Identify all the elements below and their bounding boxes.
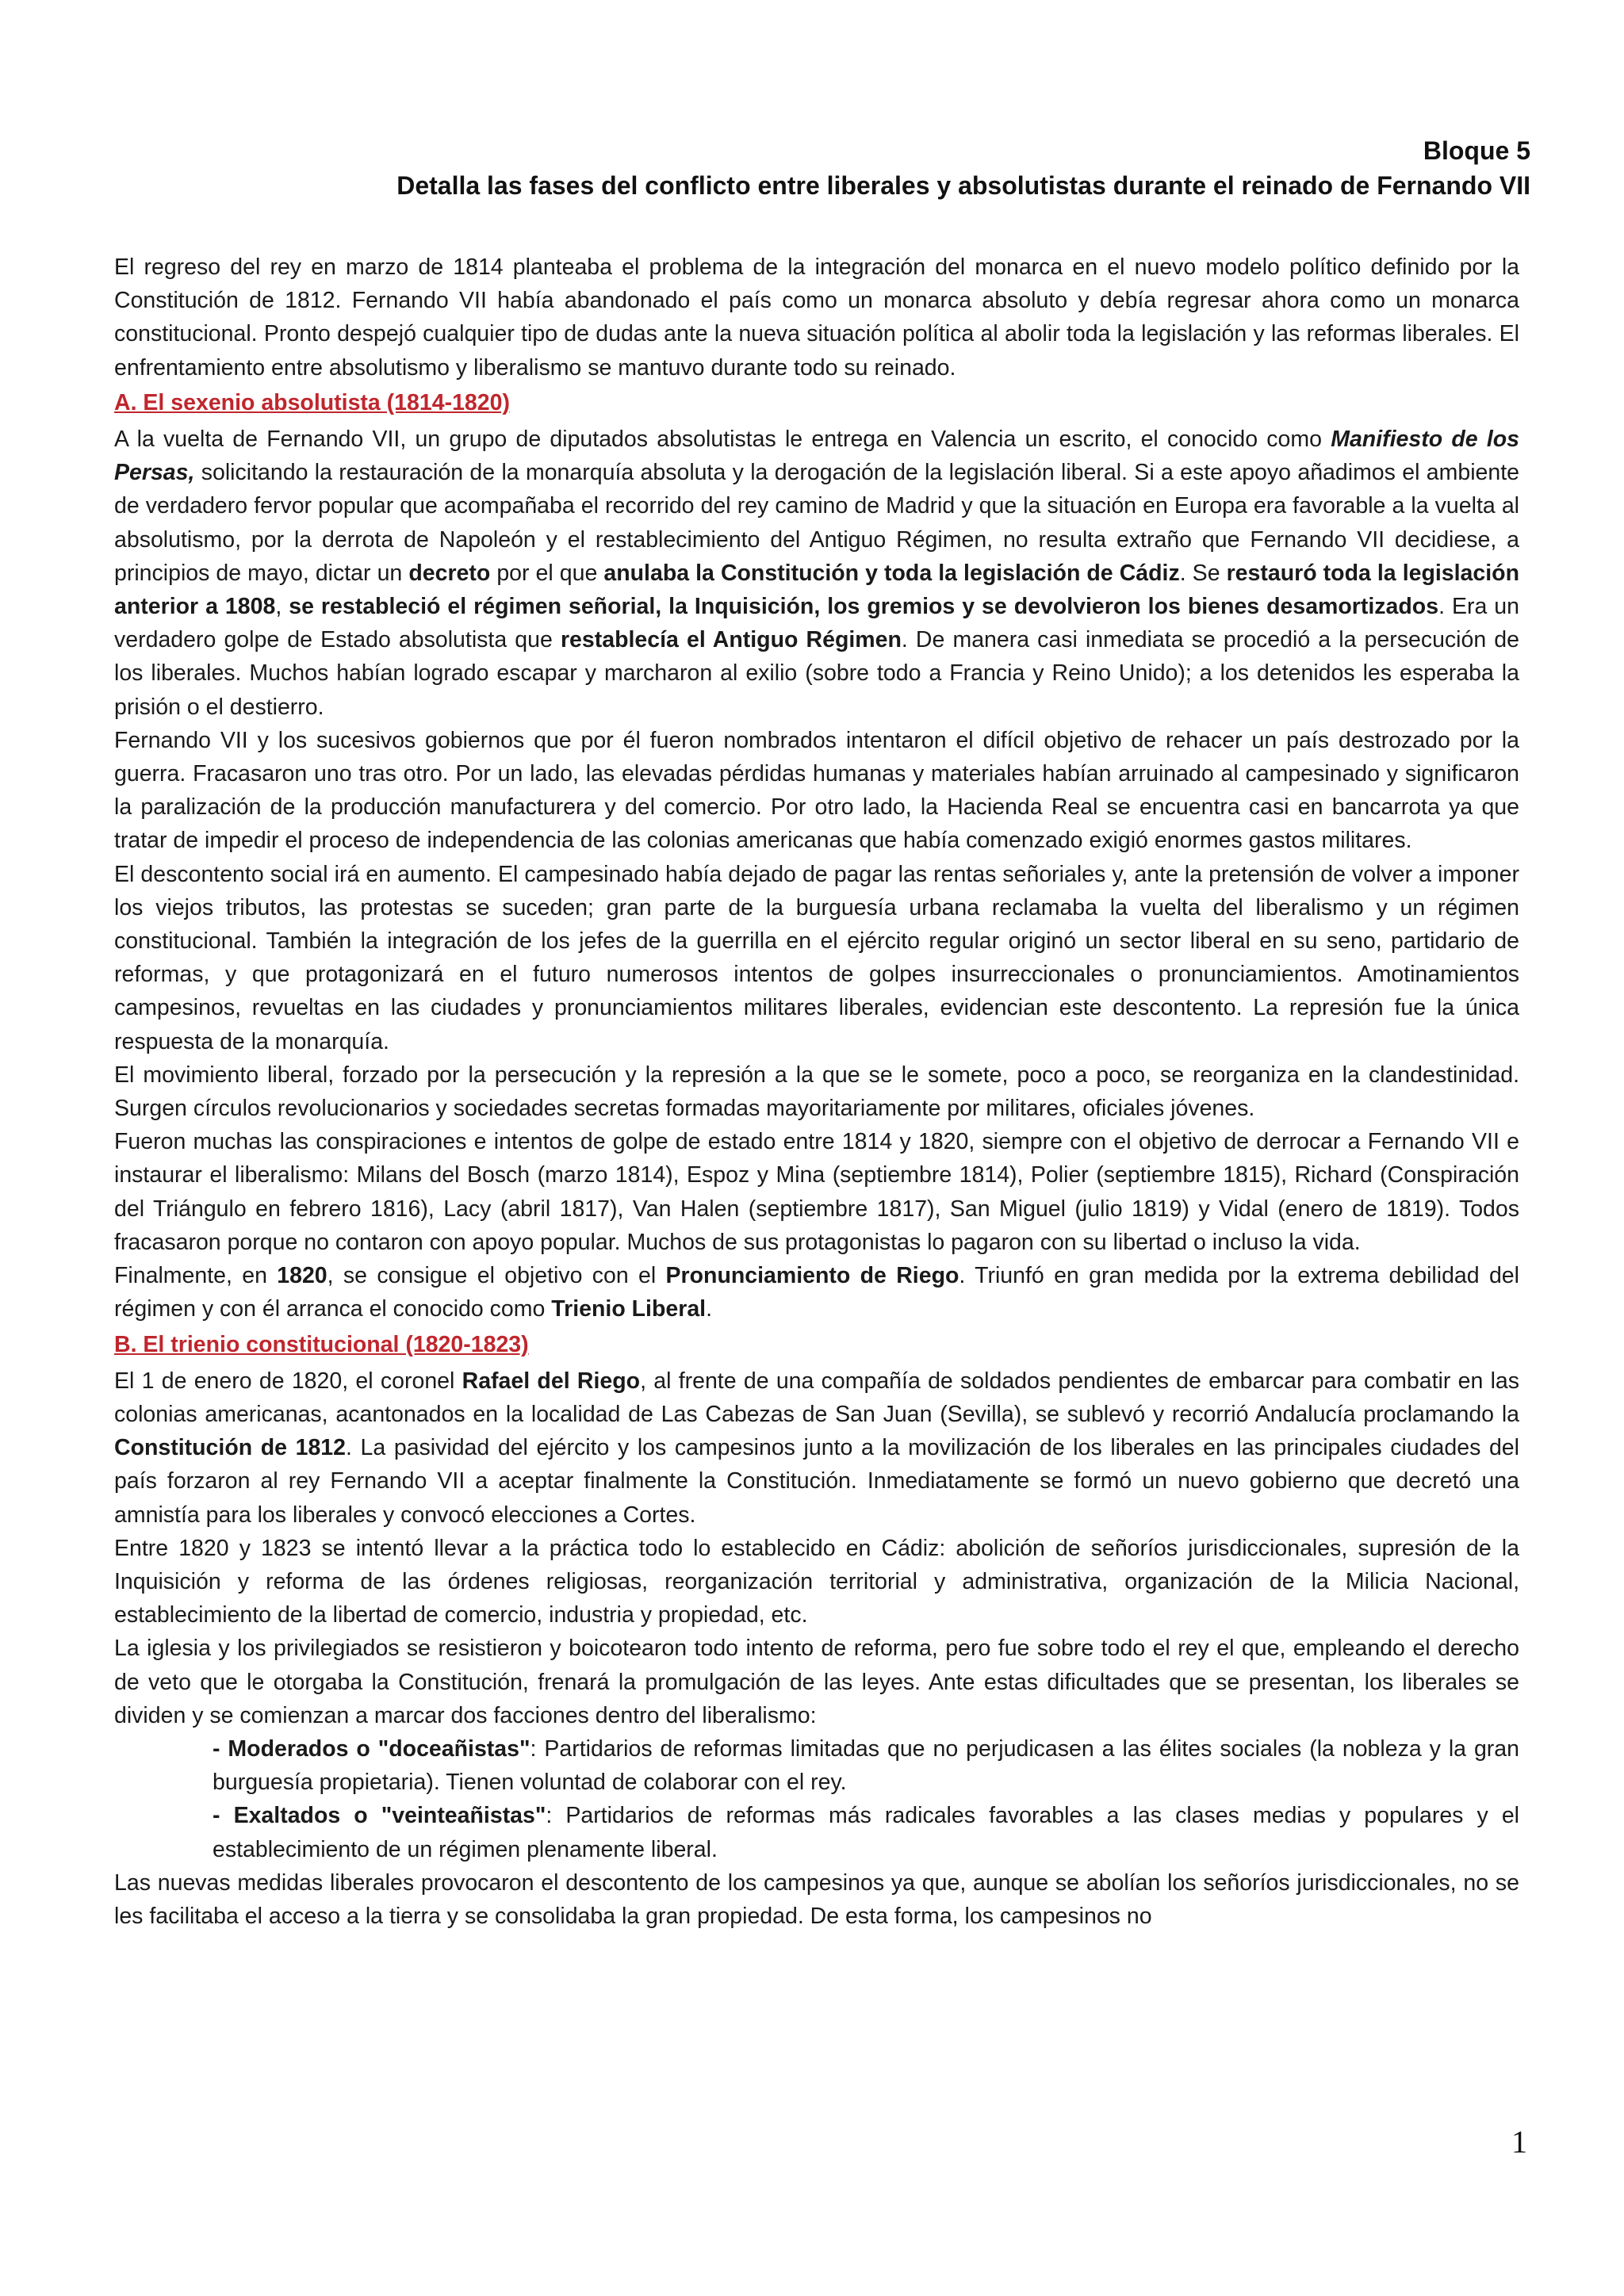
question-title: Detalla las fases del conflicto entre liberales y absolutistas durante el reinado de Fernando VII	[396, 171, 1530, 200]
document-header	[396, 133, 1530, 203]
section-b-paragraph-4: Las nuevas medidas liberales provocaron el descontento de los campesinos ya que, aunque se abolían los señoríos jurisdiccionales, no se les facilitaba el acceso a la tierra y se consolidaba la gran propiedad. De esta forma, los campesinos no	[114, 1869, 1519, 1929]
section-a-paragraph-4: El movimiento liberal, forzado por la persecución y la represión a la que se le somete, poco a poco, se reorganiza en la clandestinidad. Surgen círculos revolucionarios y sociedades secretas formadas mayoritariamente por militares, oficiales jóvenes.	[114, 1062, 1519, 1122]
section-a-heading: A. El sexenio absolutista (1814-1820)	[114, 389, 510, 415]
section-a-paragraph-1: A la vuelta de Fernando VII, un grupo de diputados absolutistas le entrega en Valencia un escrito, el conocido como Manifiesto de los Persas, solicitando la restauración de la monarquía absoluta y la derogación de la legislación liberal. Si a este apoyo añadimos el ambiente de verdadero fervor popular que acompañaba el recorrido del rey camino de Madrid y que la situación en Europa era favorable a la vuelta al absolutismo, por la derrota de Napoleón y el restablecimiento del Antiguo Régimen, no resulta extraño que Fernando VII decidiese, a principios de mayo, dictar un decreto por el que anulaba la Constitución y toda la legislación de Cádiz. Se restauró toda la legislación anterior a 1808, se restableció el régimen señorial, la Inquisición, los gremios y se devolvieron los bienes desamortizados. Era un verdadero golpe de Estado absolutista que restablecía el Antiguo Régimen. De manera casi inmediata se procedió a la persecución de los liberales. Muchos habían logrado escapar y marcharon al exilio (sobre todo a Francia y Reino Unido); a los detenidos les esperaba la prisión o el destierro.	[114, 427, 1520, 720]
block-title: Bloque 5	[1423, 136, 1530, 165]
document-body	[114, 251, 1519, 1933]
page-number: 1	[1511, 2124, 1527, 2160]
section-a-paragraph-5: Fueron muchas las conspiraciones e intentos de golpe de estado entre 1814 y 1820, siempre con el objetivo de derrocar a Fernando VII e instaurar el liberalismo: Milans del Bosch (marzo 1814), Espoz y Mina (septiembre 1814), Polier (septiembre 1815), Richard (Conspiración del Triángulo en febrero 1816), Lacy (abril 1817), Van Halen (septiembre 1817), San Miguel (julio 1819) y Vidal (enero de 1819). Todos fracasaron porque no contaron con apoyo popular. Muchos de sus protagonistas lo pagaron con su libertad o incluso la vida.	[114, 1129, 1519, 1255]
faction-moderados: - Moderados o "doceañistas": Partidarios de reformas limitadas que no perjudicasen a las élites sociales (la nobleza y la gran burguesía propietaria). Tienen voluntad de colaborar con el rey.	[213, 1735, 1519, 1796]
faction-exaltados: - Exaltados o "veinteañistas": Partidarios de reformas más radicales favorables a las clases medias y populares y el establecimiento de un régimen plenamente liberal.	[213, 1803, 1520, 1862]
section-b-paragraph-3: La iglesia y los privilegiados se resistieron y boicotearon todo intento de reforma, pero fue sobre todo el rey el que, empleando el derecho de veto que le otorgaba la Constitución, frenará la promulgación de las leyes. Ante estas dificultades que se presentan, los liberales se dividen y se comienzan a marcar dos facciones dentro del liberalismo:	[114, 1636, 1519, 1728]
section-b-heading: B. El trienio constitucional (1820-1823)	[114, 1331, 529, 1357]
section-a-paragraph-2: Fernando VII y los sucesivos gobiernos que por él fueron nombrados intentaron el difícil objetivo de rehacer un país destrozado por la guerra. Fracasaron uno tras otro. Por un lado, las elevadas pérdidas humanas y materiales habían arruinado al campesinado y significaron la paralización de la producción manufacturera y del comercio. Por otro lado, la Hacienda Real se encuentra casi en bancarrota ya que tratar de impedir el proceso de independencia de las colonias americanas que había comenzado exigió enormes gastos militares.	[114, 727, 1519, 854]
section-b-paragraph-1: El 1 de enero de 1820, el coronel Rafael del Riego, al frente de una compañía de soldados pendientes de embarcar para combatir en las colonias americanas, acantonados en la localidad de Las Cabezas de San Juan (Sevilla), se sublevó y recorrió Andalucía proclamando la Constitución de 1812. La pasividad del ejército y los campesinos junto a la movilización de los liberales en las principales ciudades del país forzaron al rey Fernando VII a aceptar finalmente la Constitución. Inmediatamente se formó un nuevo gobierno que decretó una amnistía para los liberales y convocó elecciones a Cortes.	[114, 1368, 1519, 1528]
intro-paragraph: El regreso del rey en marzo de 1814 planteaba el problema de la integración del monarca en el nuevo modelo político definido por la Constitución de 1812. Fernando VII había abandonado el país como un monarca absoluto y debía regresar ahora como un monarca constitucional. Pronto despejó cualquier tipo de dudas ante la nueva situación política al abolir toda la legislación y las reformas liberales. El enfrentamiento entre absolutismo y liberalismo se mantuvo durante todo su reinado.	[114, 254, 1519, 381]
section-a-paragraph-3: El descontento social irá en aumento. El campesinado había dejado de pagar las rentas señoriales y, ante la pretensión de volver a imponer los viejos tributos, las protestas se suceden; gran parte de la burguesía urbana reclamaba la vuelta del liberalismo y un régimen constitucional. También la integración de los jefes de la guerrilla en el ejército regular originó un sector liberal en su seno, partidario de reformas, y que protagonizará en el futuro numerosos intentos de golpes insurreccionales o pronunciamientos. Amotinamientos campesinos, revueltas en las ciudades y pronunciamientos militares liberales, evidencian este descontento. La represión fue la única respuesta de la monarquía.	[114, 861, 1519, 1054]
section-a-paragraph-6: Finalmente, en 1820, se consigue el objetivo con el Pronunciamiento de Riego. Triunfó en gran medida por la extrema debilidad del régimen y con él arranca el conocido como Trienio Liberal.	[114, 1263, 1519, 1322]
section-b-paragraph-2: Entre 1820 y 1823 se intentó llevar a la práctica todo lo establecido en Cádiz: abolición de señoríos jurisdiccionales, supresión de la Inquisición y reforma de las órdenes religiosas, reorganización territorial y administrativa, organización de la Milicia Nacional, establecimiento de la libertad de comercio, industria y propiedad, etc.	[114, 1535, 1519, 1628]
